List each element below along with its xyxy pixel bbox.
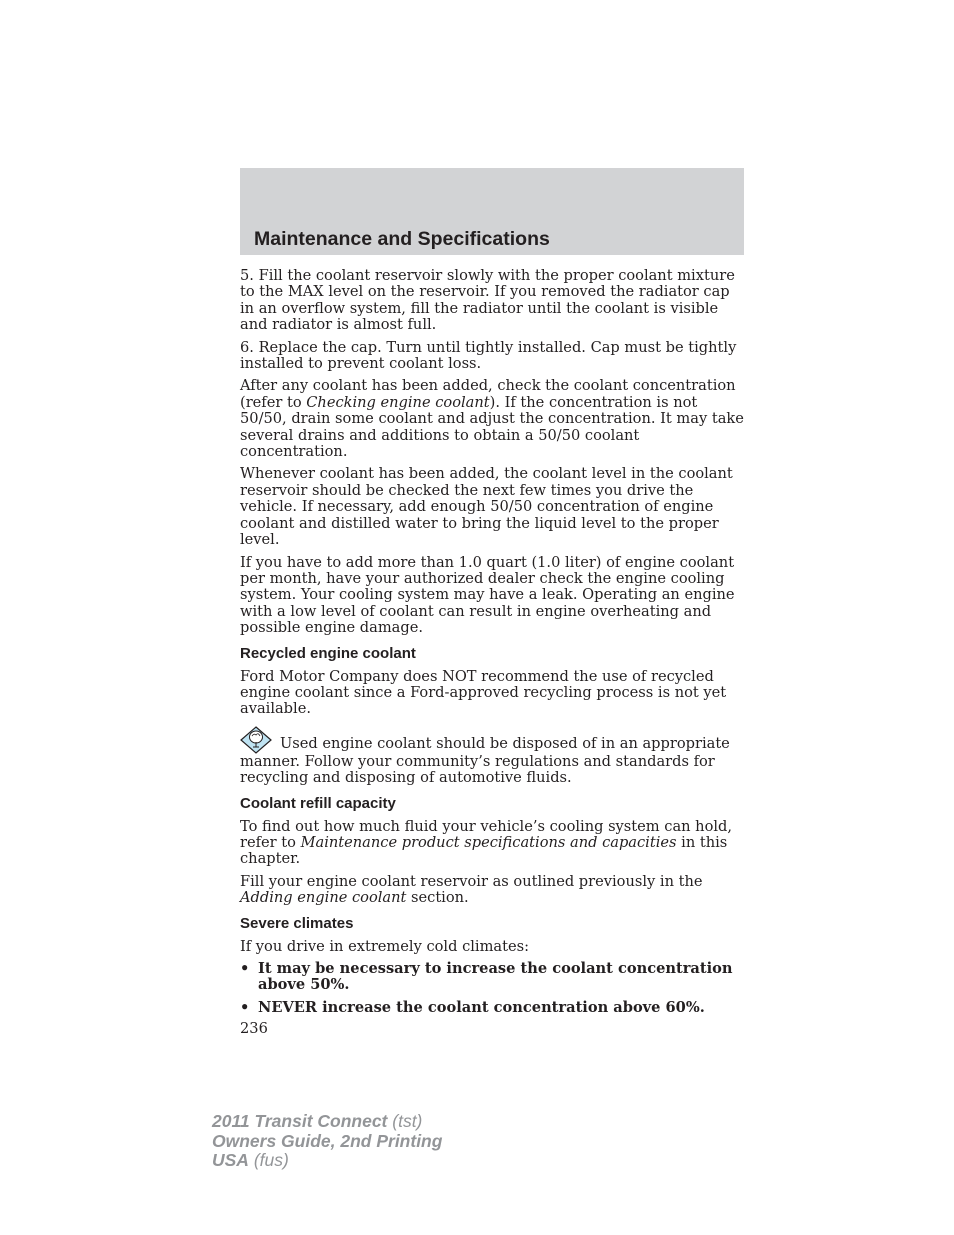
severe-climates-heading: Severe climates — [240, 914, 354, 932]
recycled-coolant-heading: Recycled engine coolant — [240, 644, 416, 662]
more-than-paragraph: If you have to add more than 1.0 quart (1.0 liter) of engine coolant per month, have your authorized dealer check the engine cooling system. Your cooling system may have a leak. Operating an engine with a low level of coolant can result in engine overheating and possible engine damage. — [240, 553, 735, 637]
list-item: • It may be necessary to increase the coolant concentration above 50%. — [240, 961, 746, 994]
cross-reference: Maintenance product specifications and capacities — [300, 833, 677, 851]
list-item: • NEVER increase the coolant concentration above 60%. — [240, 1000, 746, 1016]
refill-capacity-paragraph-1: To find out how much fluid your vehicle’s cooling system can hold, refer to Maintenance product specifications and capacities in this chapter. — [240, 817, 733, 868]
cross-reference: Checking engine coolant — [306, 393, 490, 411]
refill-capacity-paragraph-2: Fill your engine coolant reservoir as outlined previously in the Adding engine coolant section. — [240, 872, 703, 907]
step-6-paragraph: 6. Replace the cap. Turn until tightly installed. Cap must be tightly installed to prevent coolant loss. — [240, 338, 737, 373]
recycled-coolant-paragraph: Ford Motor Company does NOT recommend the use of recycled engine coolant since a Ford-approved recycling process is not yet available. — [240, 667, 727, 718]
footer-line-2: Owners Guide, 2nd Printing — [212, 1130, 443, 1151]
severe-climates-intro: If you drive in extremely cold climates: — [240, 937, 530, 955]
environment-note — [240, 726, 746, 787]
page-number: 236 — [240, 1020, 268, 1038]
section-header-band — [240, 168, 744, 255]
section-title: Maintenance and Specifications — [254, 228, 550, 250]
cross-reference: Adding engine coolant — [240, 889, 407, 907]
whenever-paragraph: Whenever coolant has been added, the coolant level in the coolant reservoir should be checked the next few times you drive the vehicle. If necessary, add enough 50/50 concentration of engine coolant and distilled water to bring the liquid level to the proper level. — [240, 465, 733, 549]
document-footer — [212, 1112, 442, 1171]
footer-line-1: 2011 Transit Connect (tst) — [212, 1111, 423, 1131]
step-5-paragraph: 5. Fill the coolant reservoir slowly with the proper coolant mixture to the MAX level on the reservoir. If you removed the radiator cap in an overflow system, fill the radiator until the coolant is visible and radiator is almost full. — [240, 267, 735, 334]
footer-line-3: USA (fus) — [212, 1150, 289, 1170]
refill-capacity-heading: Coolant refill capacity — [240, 794, 396, 812]
page-content — [240, 268, 746, 1038]
environment-tree-icon — [240, 726, 272, 754]
severe-climates-list — [240, 961, 746, 1016]
after-added-paragraph: After any coolant has been added, check the coolant concentration (refer to Checking engine coolant). If the concentration is not 50/50, drain some coolant and adjust the concentration. It may take several drains and additions to obtain a 50/50 coolant concentration. — [240, 377, 744, 461]
environment-note-text: Used engine coolant should be disposed of in an appropriate manner. Follow your community’s regulations and standards for recycling and disposing of automotive fluids. — [240, 734, 730, 787]
